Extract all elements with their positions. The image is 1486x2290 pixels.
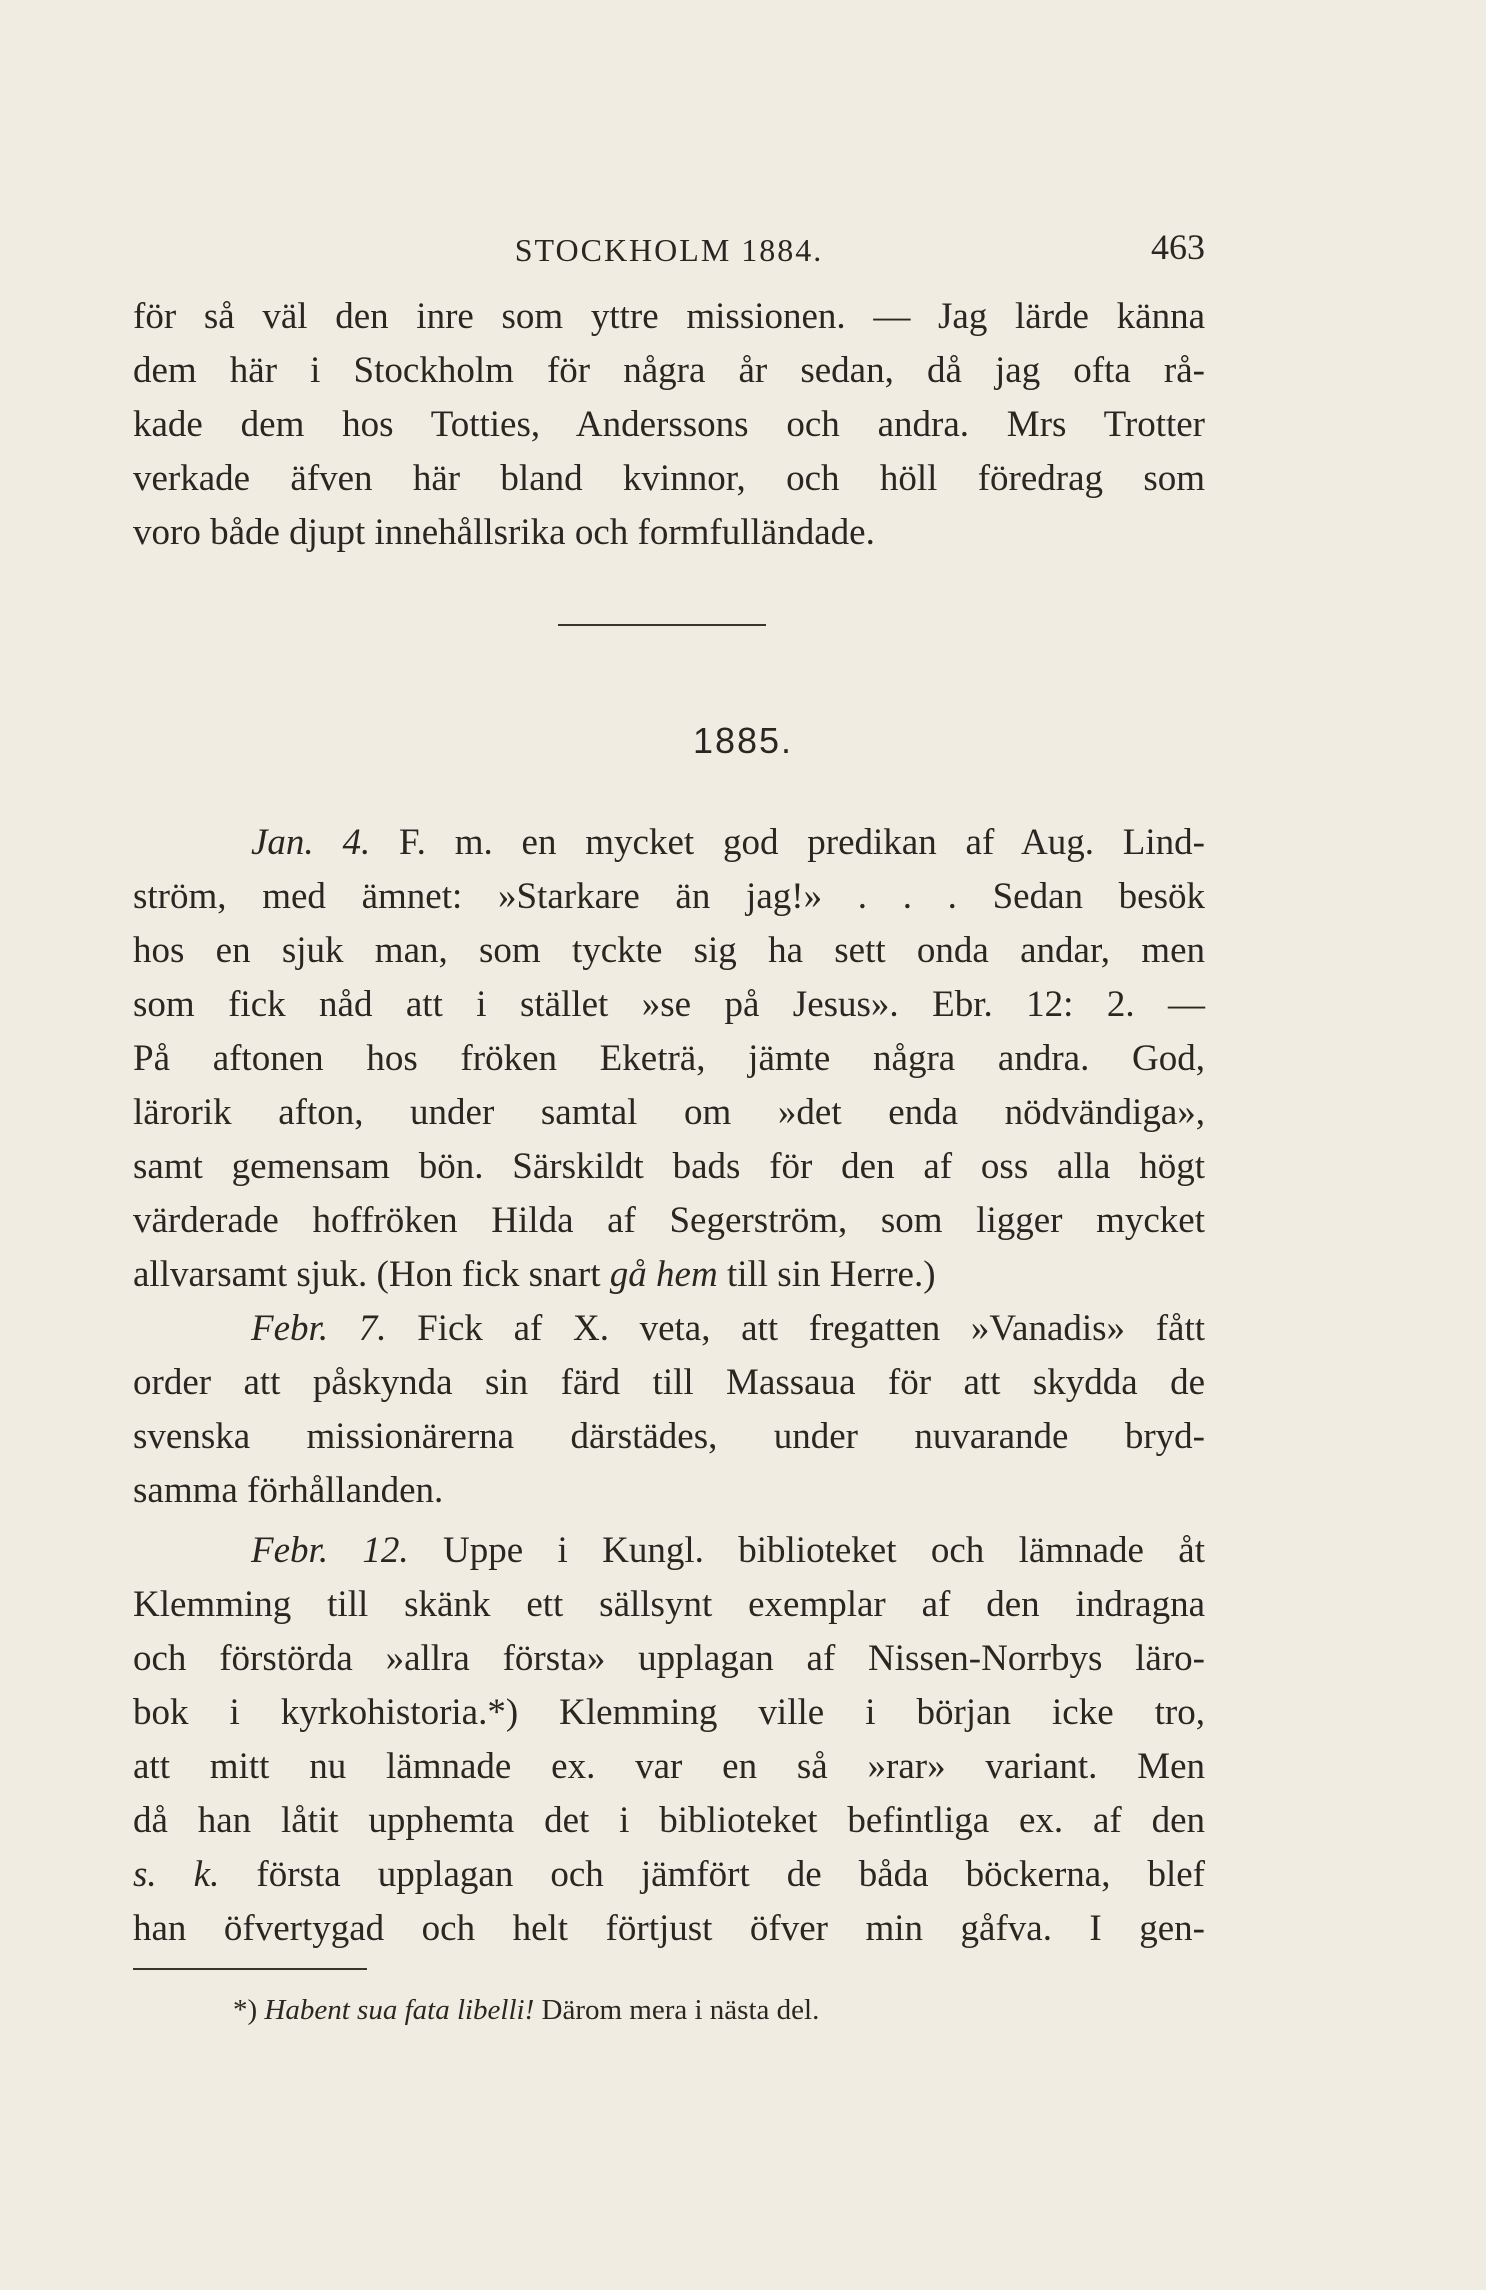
text-line: Klemming till skänk ett sällsynt exemplar af den indragna — [133, 1584, 1205, 1625]
text-line: som fick nåd att i stället »se på Jesus». Ebr. 12: 2. — — [133, 984, 1205, 1025]
italic-emphasis: gå hem — [609, 1254, 718, 1295]
text-line: att mitt nu lämnade ex. var en så »rar» variant. Men — [133, 1746, 1205, 1787]
text-line — [133, 1848, 1205, 1902]
page-header — [133, 212, 1205, 272]
text-line: bok i kyrkohistoria.*) Klemming ville i början icke tro, — [133, 1692, 1205, 1733]
entry-text: Uppe i Kungl. biblioteket och lämnade åt — [443, 1530, 1205, 1571]
text-line: samma förhållanden. — [133, 1470, 444, 1511]
text-line: kade dem hos Totties, Anderssons och andra. Mrs Trotter — [133, 404, 1205, 445]
text-line: hos en sjuk man, som tyckte sig ha sett onda andar, men — [133, 930, 1205, 971]
entry-first-line — [133, 1302, 1205, 1356]
text-line: och förstörda »allra första» upplagan af Nissen-Norrbys läro- — [133, 1638, 1205, 1679]
text-fragment: allvarsamt sjuk. (Hon fick snart — [133, 1254, 610, 1295]
text-line: svenska missionärerna därstädes, under nuvarande bryd- — [133, 1416, 1205, 1457]
section-divider — [558, 624, 766, 626]
year-heading: 1885. — [692, 720, 794, 761]
footnote — [133, 1990, 1205, 2030]
text-line: då han låtit upphemta det i biblioteket befintliga ex. af den — [133, 1800, 1205, 1841]
text-line: verkade äfven här bland kvinnor, och höll föredrag som — [133, 458, 1205, 499]
text-fragment: första upplagan och jämfört de båda böckerna, blef — [219, 1854, 1206, 1895]
abbreviation: s. k. — [133, 1854, 220, 1895]
text-line: ström, med ämnet: »Starkare än jag!» . . . Sedan besök — [133, 876, 1205, 917]
entry-first-line — [133, 1524, 1205, 1578]
entry-date: Jan. 4. — [251, 822, 371, 863]
text-line: dem här i Stockholm för några år sedan, då jag ofta rå- — [133, 350, 1205, 391]
text-line: värderade hoffröken Hilda af Segerström, som ligger mycket — [133, 1200, 1205, 1241]
text-line: order att påskynda sin färd till Massaua för att skydda de — [133, 1362, 1205, 1403]
text-line: voro både djupt innehållsrika och formfulländade. — [133, 512, 875, 553]
entry-date: Febr. 7. — [251, 1308, 387, 1349]
entry-text: F. m. en mycket god predikan af Aug. Lind- — [399, 822, 1206, 863]
entry-text: Fick af X. veta, att fregatten »Vanadis» fått — [417, 1308, 1205, 1349]
footnote-latin-quote: Habent sua fata libelli! — [264, 1994, 535, 2026]
text-line — [133, 1248, 1205, 1302]
text-line: han öfvertygad och helt förtjust öfver min gåfva. I gen- — [133, 1908, 1205, 1949]
text-line: samt gemensam bön. Särskildt bads för den af oss alla högt — [133, 1146, 1205, 1187]
running-title: STOCKHOLM 1884. — [514, 232, 824, 268]
text-fragment: till sin Herre.) — [717, 1254, 936, 1295]
text-line: lärorik afton, under samtal om »det enda nödvändiga», — [133, 1092, 1205, 1133]
footnote-marker: *) — [233, 1994, 258, 2026]
entry-first-line — [133, 816, 1205, 870]
text-line: för så väl den inre som yttre missionen. — Jag lärde känna — [133, 296, 1205, 337]
entry-date: Febr. 12. — [251, 1530, 409, 1571]
footnote-text: Därom mera i nästa del. — [534, 1994, 820, 2026]
text-line: På aftonen hos fröken Eketrä, jämte några andra. God, — [133, 1038, 1205, 1079]
footnote-divider — [133, 1968, 367, 1970]
page-number: 463 — [1151, 227, 1205, 267]
